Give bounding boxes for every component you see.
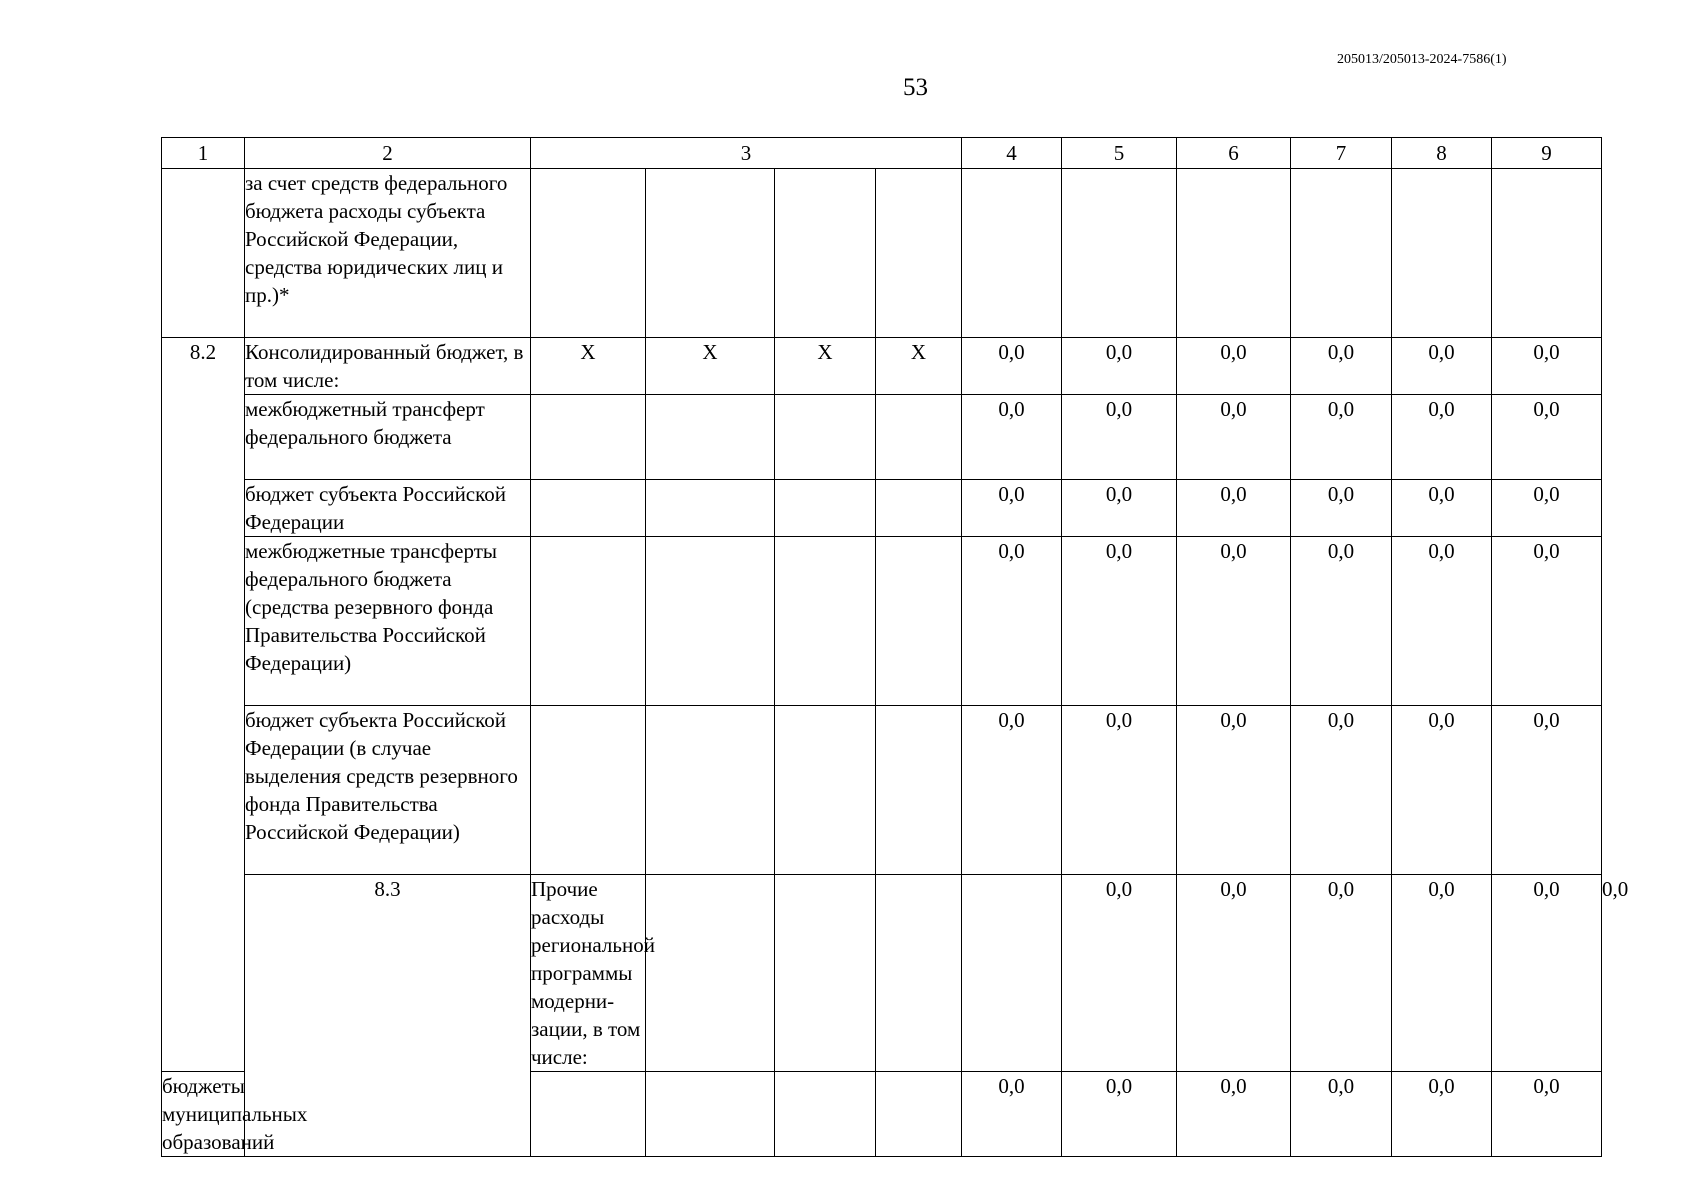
table-row: [162, 537, 1602, 706]
column-header-3: 3: [531, 138, 962, 169]
value-cell: 0,0: [1291, 875, 1392, 1072]
value-cell: 0,0: [962, 706, 1062, 875]
value-cell: 0,0: [962, 395, 1062, 480]
row-number-cell: 8.3: [245, 875, 531, 1157]
value-cell: 0,0: [1062, 338, 1177, 395]
column-header-7: 7: [1291, 138, 1392, 169]
column-3-subcell: [646, 537, 775, 706]
table-row: [162, 480, 1602, 537]
column-header-6: 6: [1177, 138, 1291, 169]
column-3-subcell: [646, 169, 775, 338]
column-3-subcell: [876, 395, 962, 480]
column-3-subcell: [775, 706, 876, 875]
value-cell: 0,0: [1392, 480, 1492, 537]
data-table: [161, 137, 1629, 1157]
column-3-subcell: [531, 480, 646, 537]
column-3-subcell: [531, 169, 646, 338]
value-cell: 0,0: [1291, 706, 1392, 875]
table-row: [162, 706, 1602, 875]
value-cell: 0,0: [962, 537, 1062, 706]
row-number-cell: 8.2: [162, 338, 245, 1072]
value-cell: 0,0: [1177, 706, 1291, 875]
column-3-subcell: [962, 875, 1062, 1072]
value-cell: 0,0: [1492, 537, 1602, 706]
value-cell: 0,0: [1177, 395, 1291, 480]
value-cell: 0,0: [1492, 480, 1602, 537]
value-cell: 0,0: [1177, 1072, 1291, 1157]
column-3-subcell: [531, 706, 646, 875]
value-cell: 0,0: [1062, 537, 1177, 706]
column-3-subcell: [775, 169, 876, 338]
table-row: [162, 169, 1602, 338]
column-3-subcell: [646, 706, 775, 875]
column-header-1: 1: [162, 138, 245, 169]
value-cell: 0,0: [1062, 706, 1177, 875]
value-cell: 0,0: [1392, 537, 1492, 706]
column-header-4: 4: [962, 138, 1062, 169]
column-3-subcell: [775, 1072, 876, 1157]
column-3-subcell: X: [775, 338, 876, 395]
row-description-cell: межбюджетные трансферты федерального бюджета (средства резервного фонда Правительства Российской Федерации): [245, 537, 531, 706]
row-description-cell: бюджеты муниципальных образований: [162, 1072, 245, 1157]
column-3-subcell: [876, 537, 962, 706]
column-3-subcell: [531, 537, 646, 706]
value-cell: 0,0: [1492, 1072, 1602, 1157]
value-cell: 0,0: [1492, 706, 1602, 875]
value-cell: 0,0: [1062, 1072, 1177, 1157]
column-3-subcell: [775, 875, 876, 1072]
row-number-cell: [162, 169, 245, 338]
column-3-subcell: [876, 169, 962, 338]
column-number-row: [162, 138, 1602, 169]
row-description-cell: Прочие расходы региональной программы модерни-зации, в том числе:: [531, 875, 646, 1072]
document-id: 205013/205013-2024-7586(1): [1337, 52, 1507, 67]
column-3-subcell: [775, 480, 876, 537]
column-header-2: 2: [245, 138, 531, 169]
table-row: [162, 395, 1602, 480]
value-cell: 0,0: [1062, 395, 1177, 480]
column-3-subcell: [775, 395, 876, 480]
value-cell: 0,0: [1177, 338, 1291, 395]
value-cell: 0,0: [1291, 338, 1392, 395]
value-cell: 0,0: [1392, 706, 1492, 875]
row-description-cell: за счет средств федерального бюджета расходы субъекта Российской Федерации, средства юридических лиц и пр.)*: [245, 169, 531, 338]
value-cell: 0,0: [962, 338, 1062, 395]
value-cell: [1062, 169, 1177, 338]
value-cell: 0,0: [1177, 875, 1291, 1072]
value-cell: [962, 169, 1062, 338]
value-cell: [1291, 169, 1392, 338]
value-cell: 0,0: [1291, 537, 1392, 706]
column-3-subcell: X: [876, 338, 962, 395]
value-cell: 0,0: [1492, 875, 1602, 1072]
value-cell: 0,0: [1492, 338, 1602, 395]
column-3-subcell: [531, 395, 646, 480]
row-description-cell: Консолидированный бюджет, в том числе:: [245, 338, 531, 395]
table-body: [162, 138, 1629, 1157]
value-cell: [1177, 169, 1291, 338]
value-cell: 0,0: [962, 1072, 1062, 1157]
row-description-cell: бюджет субъекта Российской Федерации (в случае выделения средств резервного фонда Правительства Российской Федерации): [245, 706, 531, 875]
column-3-subcell: [646, 480, 775, 537]
row-description-cell: межбюджетный трансферт федерального бюджета: [245, 395, 531, 480]
column-3-subcell: X: [531, 338, 646, 395]
column-3-subcell: [775, 537, 876, 706]
page-number: 53: [903, 74, 928, 101]
column-3-subcell: [876, 480, 962, 537]
row-description-cell: бюджет субъекта Российской Федерации: [245, 480, 531, 537]
value-cell: 0,0: [1392, 338, 1492, 395]
column-3-subcell: [876, 875, 962, 1072]
column-3-subcell: [646, 395, 775, 480]
column-header-5: 5: [1062, 138, 1177, 169]
value-cell: 0,0: [1291, 1072, 1392, 1157]
value-cell: 0,0: [1291, 395, 1392, 480]
column-3-subcell: [646, 875, 775, 1072]
value-cell: [1492, 169, 1602, 338]
value-cell: 0,0: [1392, 1072, 1492, 1157]
column-3-subcell: [646, 1072, 775, 1157]
column-3-subcell: [876, 706, 962, 875]
column-header-9: 9: [1492, 138, 1602, 169]
value-cell: 0,0: [1177, 537, 1291, 706]
value-cell: 0,0: [1291, 480, 1392, 537]
column-3-subcell: [876, 1072, 962, 1157]
column-3-subcell: X: [646, 338, 775, 395]
value-cell: 0,0: [1177, 480, 1291, 537]
value-cell: 0,0: [1492, 395, 1602, 480]
value-cell: 0,0: [1392, 395, 1492, 480]
table-row: 8.3 Прочие расходы региональной программы модерни-зации, в том числе: 0,0 0,0 0,0 0,0 0,0 0,0: [162, 875, 1602, 1072]
value-cell: 0,0: [1062, 875, 1177, 1072]
column-3-subcell: [531, 1072, 646, 1157]
value-cell: [1392, 169, 1492, 338]
value-cell: 0,0: [962, 480, 1062, 537]
value-cell: 0,0: [1062, 480, 1177, 537]
column-header-8: 8: [1392, 138, 1492, 169]
table-row: [162, 338, 1602, 395]
value-cell: 0,0: [1392, 875, 1492, 1072]
